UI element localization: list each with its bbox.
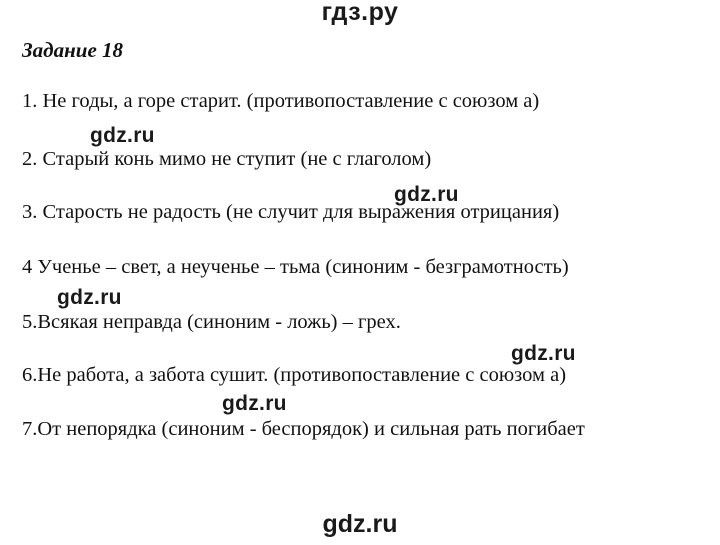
- answer-line-5: 5.Всякая неправда (синоним - ложь) – грех.: [22, 311, 401, 333]
- watermark: gdz.ru: [511, 342, 576, 365]
- site-logo-footer: gdz.ru: [322, 510, 398, 538]
- answer-line-3: 3. Старость не радость (не случит для выражения отрицания): [22, 201, 560, 223]
- answer-line-7: 7.От непорядка (синоним - беспорядок) и сильная рать погибает: [22, 418, 585, 440]
- task-title: Задание 18: [22, 38, 124, 62]
- watermark: gdz.ru: [394, 183, 459, 206]
- answer-line-2: 2. Старый конь мимо не ступит (не с глаголом): [22, 148, 432, 170]
- watermark: gdz.ru: [57, 286, 122, 309]
- watermark: gdz.ru: [222, 392, 287, 415]
- site-logo-header: гдз.ру: [321, 0, 399, 26]
- answer-line-4: 4 Ученье – свет, а неученье – тьма (синоним - безграмотность): [22, 256, 569, 278]
- answer-line-6: 6.Не работа, а забота сушит. (противопоставление с союзом а): [22, 364, 567, 386]
- answer-line-1: 1. Не годы, а горе старит. (противопоставление с союзом а): [22, 90, 540, 112]
- watermark: gdz.ru: [90, 124, 155, 147]
